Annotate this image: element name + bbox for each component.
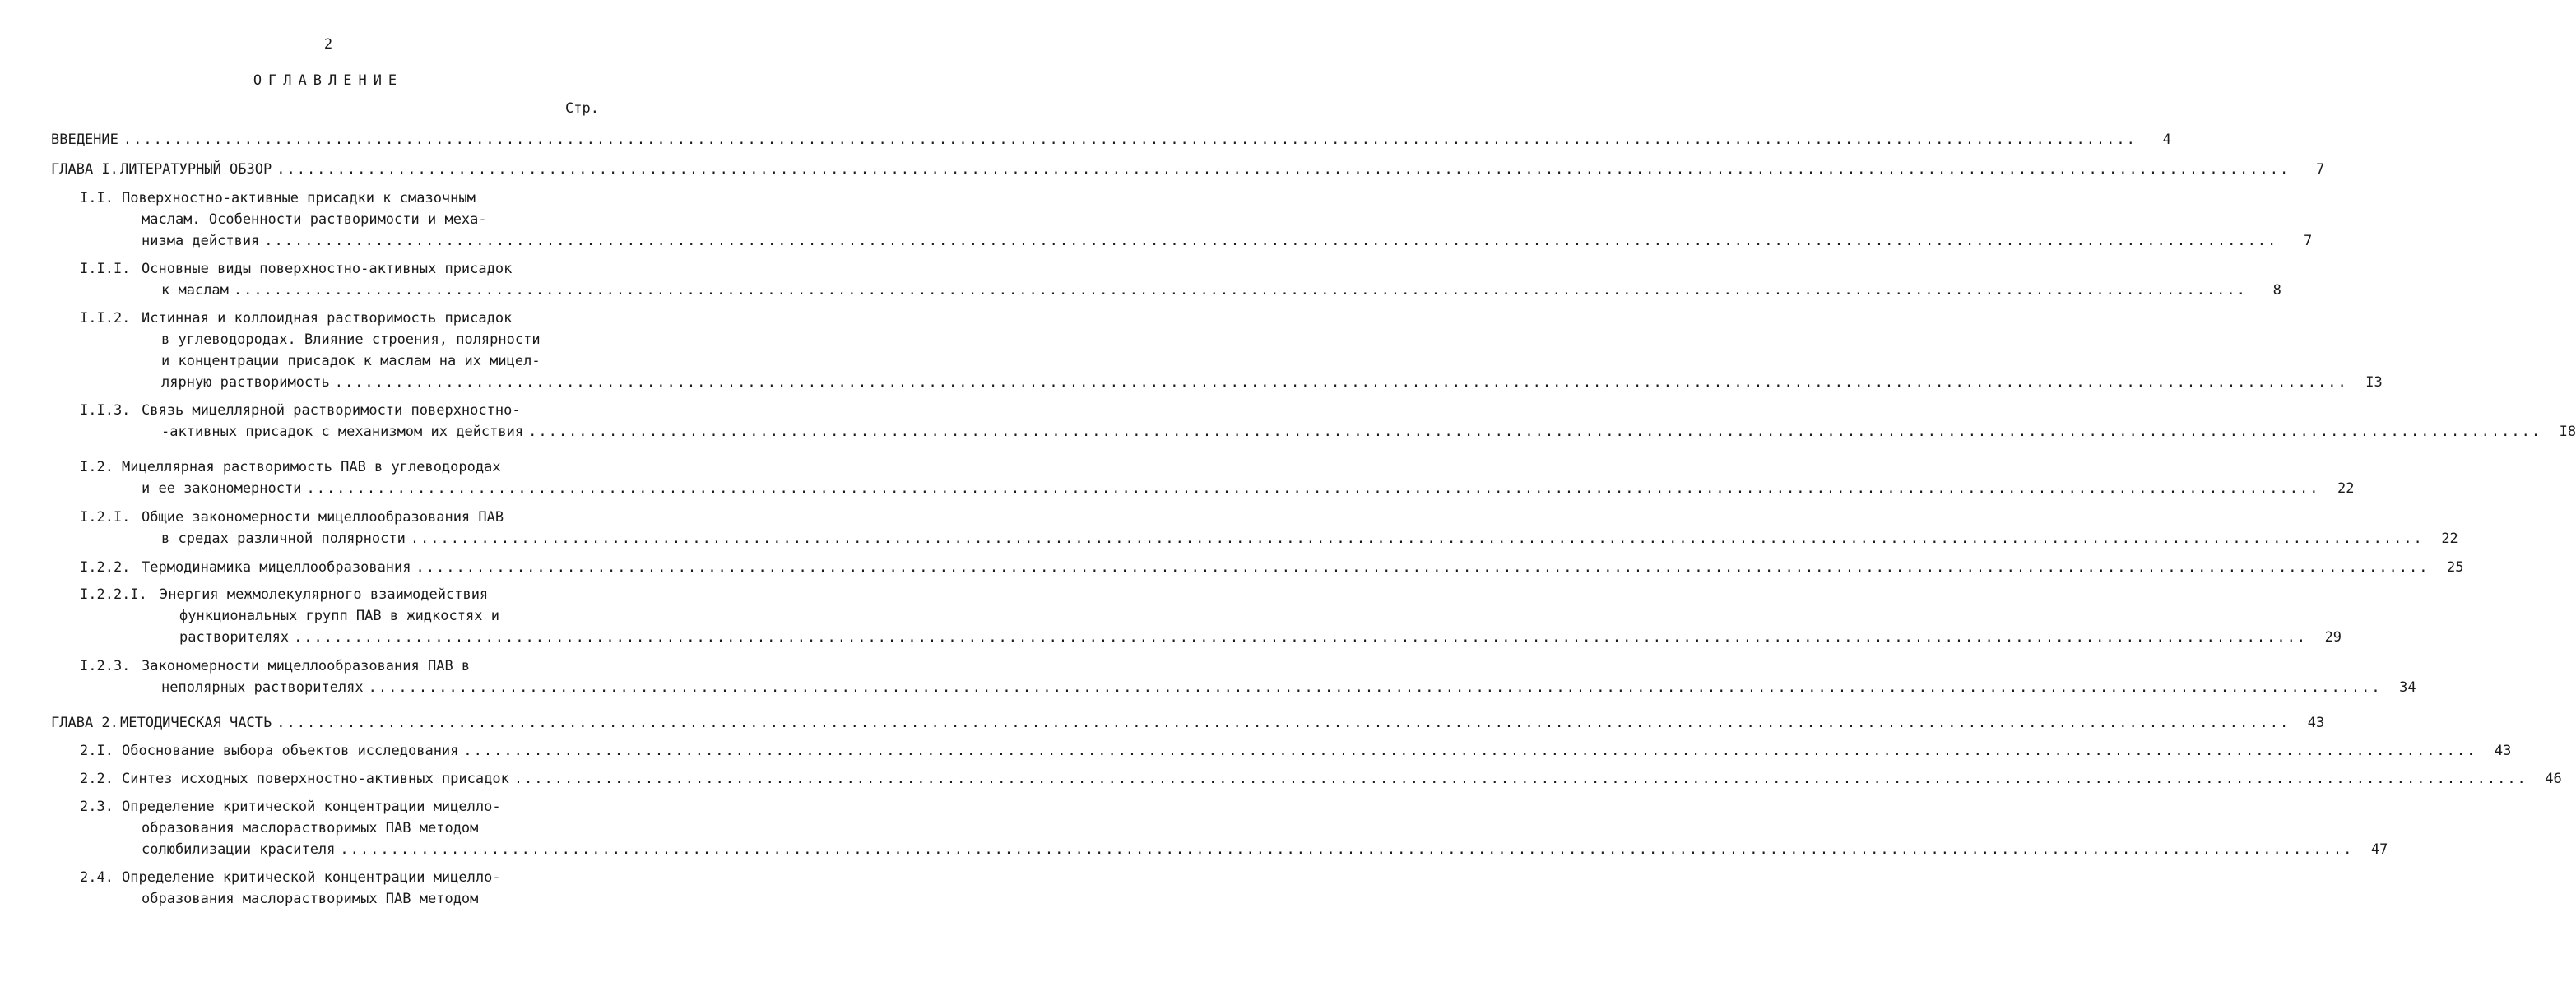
toc-entry-title: ВВЕДЕНИЕ [51, 132, 118, 148]
toc-entry-row [120, 713, 2325, 733]
toc-entry-title: Энергия межмолекулярного взаимодействия [160, 586, 489, 603]
toc-entry-page: 43 [2307, 715, 2325, 731]
toc-entry-title: Закономерности мицеллообразования ПАВ в [142, 658, 471, 674]
toc-entry-row [161, 280, 2281, 300]
page-column-label: Стр. [565, 100, 599, 117]
dot-leader: ........................................................................................................................................................................................................ [334, 374, 2348, 391]
toc-entry-row [142, 479, 2355, 498]
toc-entry-title: МЕТОДИЧЕСКАЯ ЧАСТЬ [120, 715, 272, 731]
toc-entry-row [122, 769, 2562, 789]
toc-entry-page: 34 [2399, 679, 2416, 696]
toc-entry-title: неполярных растворителях [161, 679, 364, 696]
dot-leader: ........................................................................................................................................................................................................ [123, 132, 2137, 148]
toc-entry-row [179, 628, 2342, 647]
toc-entry-page: 7 [2304, 233, 2313, 249]
page-title: ОГЛАВЛЕНИЕ [253, 72, 404, 89]
toc-entry-page: 25 [2447, 559, 2464, 576]
toc-entry-title: Связь мицеллярной растворимости поверхностно- [142, 402, 521, 419]
dot-leader: ........................................................................................................................................................................................................ [264, 233, 2278, 249]
toc-entry-number: 2.I. [80, 743, 114, 759]
toc-entry-number: I.2.3. [80, 658, 131, 674]
toc-entry-number: 2.2. [80, 771, 114, 787]
toc-entry-number: I.2.2. [80, 559, 131, 576]
page-number: 2 [323, 36, 333, 53]
toc-entry-page: I8 [2559, 424, 2576, 440]
toc-entry-title: растворителях [179, 629, 290, 646]
dot-leader: ........................................................................................................................................................................................................ [276, 161, 2291, 178]
toc-entry-page: 22 [2441, 530, 2458, 547]
toc-entry-title: Обоснование выбора объектов исследования [122, 743, 459, 759]
dot-leader: ........................................................................................................................................................................................................ [528, 424, 2542, 440]
toc-entry-page: 4 [2162, 132, 2171, 148]
toc-entry-page: 46 [2545, 771, 2562, 787]
toc-entry-title: Истинная и коллоидная растворимость присадок [142, 310, 513, 327]
toc-entry-row [51, 130, 2171, 150]
toc-entry-title: низма действия [142, 233, 260, 249]
toc-entry-title: образования маслорастворимых ПАВ методом [142, 891, 479, 907]
toc-entry-title: и ее закономерности [142, 480, 302, 497]
toc-entry-number: 2.3. [80, 799, 114, 815]
toc-entry-row [161, 529, 2458, 549]
toc-entry-row [120, 160, 2325, 179]
toc-entry-title: в средах различной полярности [161, 530, 406, 547]
toc-entry-row [142, 231, 2313, 251]
dot-leader: ........................................................................................................................................................................................................ [415, 559, 2430, 576]
toc-entry-title: Основные виды поверхностно-активных присадок [142, 261, 513, 277]
toc-entry-title: Определение критической концентрации мицелло- [122, 799, 501, 815]
toc-entry-page: 22 [2337, 480, 2355, 497]
toc-entry-row [161, 678, 2416, 697]
dot-leader: ........................................................................................................................................................................................................ [276, 715, 2291, 731]
toc-entry-title: лярную растворимость [161, 374, 330, 391]
dot-leader: ........................................................................................................................................................................................................ [233, 282, 2247, 299]
toc-entry-title: Мицеллярная растворимость ПАВ в углеводородах [122, 459, 501, 475]
toc-entry-page: I3 [2365, 374, 2383, 391]
toc-entry-number: ГЛАВА 2. [51, 715, 118, 731]
toc-entry-title: ЛИТЕРАТУРНЫЙ ОБЗОР [120, 161, 272, 178]
toc-entry-row [161, 422, 2576, 442]
toc-entry-title: Определение критической концентрации мицелло- [122, 869, 501, 886]
toc-entry-title: -активных присадок с механизмом их действия [161, 424, 524, 440]
toc-entry-number: I.I.2. [80, 310, 131, 327]
toc-entry-title: к маслам [161, 282, 229, 299]
toc-entry-title: Поверхностно-активные присадки к смазочным [122, 190, 476, 206]
dot-leader: ........................................................................................................................................................................................................ [306, 480, 2320, 497]
dot-leader: ........................................................................................................................................................................................................ [340, 841, 2354, 858]
toc-entry-number: I.I.3. [80, 402, 131, 419]
toc-entry-title: Синтез исходных поверхностно-активных присадок [122, 771, 509, 787]
dot-leader: ........................................................................................................................................................................................................ [294, 629, 2308, 646]
toc-entry-row [142, 558, 2464, 577]
dot-leader: ........................................................................................................................................................................................................ [410, 530, 2424, 547]
toc-entry-number: I.I. [80, 190, 114, 206]
toc-entry-number: ГЛАВА I. [51, 161, 118, 178]
toc-entry-page: 43 [2494, 743, 2512, 759]
toc-entry-title: Термодинамика мицеллообразования [142, 559, 411, 576]
toc-entry-page: 29 [2324, 629, 2342, 646]
dot-leader: ........................................................................................................................................................................................................ [463, 743, 2477, 759]
toc-entry-number: I.2.I. [80, 509, 131, 526]
toc-entry-page: 8 [2272, 282, 2281, 299]
toc-entry-title: функциональных групп ПАВ в жидкостях и [179, 608, 499, 624]
toc-entry-number: I.2. [80, 459, 114, 475]
toc-entry-title: в углеводородах. Влияние строения, полярности [161, 331, 541, 348]
toc-entry-title: образования маслорастворимых ПАВ методом [142, 820, 479, 836]
dot-leader: ........................................................................................................................................................................................................ [513, 771, 2527, 787]
toc-entry-row [142, 840, 2388, 859]
toc-entry-title: маслам. Особенности растворимости и меха- [142, 211, 487, 228]
toc-entry-page: 47 [2370, 841, 2388, 858]
toc-entry-row [161, 373, 2383, 392]
toc-entry-title: солюбилизации красителя [142, 841, 336, 858]
toc-entry-number: I.I.I. [80, 261, 131, 277]
toc-entry-page: 7 [2315, 161, 2325, 178]
toc-entry-row [122, 741, 2512, 761]
toc-entry-title: Общие закономерности мицеллообразования ПАВ [142, 509, 504, 526]
toc-entry-title: и концентрации присадок к маслам на их мицел- [161, 353, 541, 369]
toc-entry-number: 2.4. [80, 869, 114, 886]
toc-entry-number: I.2.2.I. [80, 586, 147, 603]
dot-leader: ........................................................................................................................................................................................................ [368, 679, 2382, 696]
